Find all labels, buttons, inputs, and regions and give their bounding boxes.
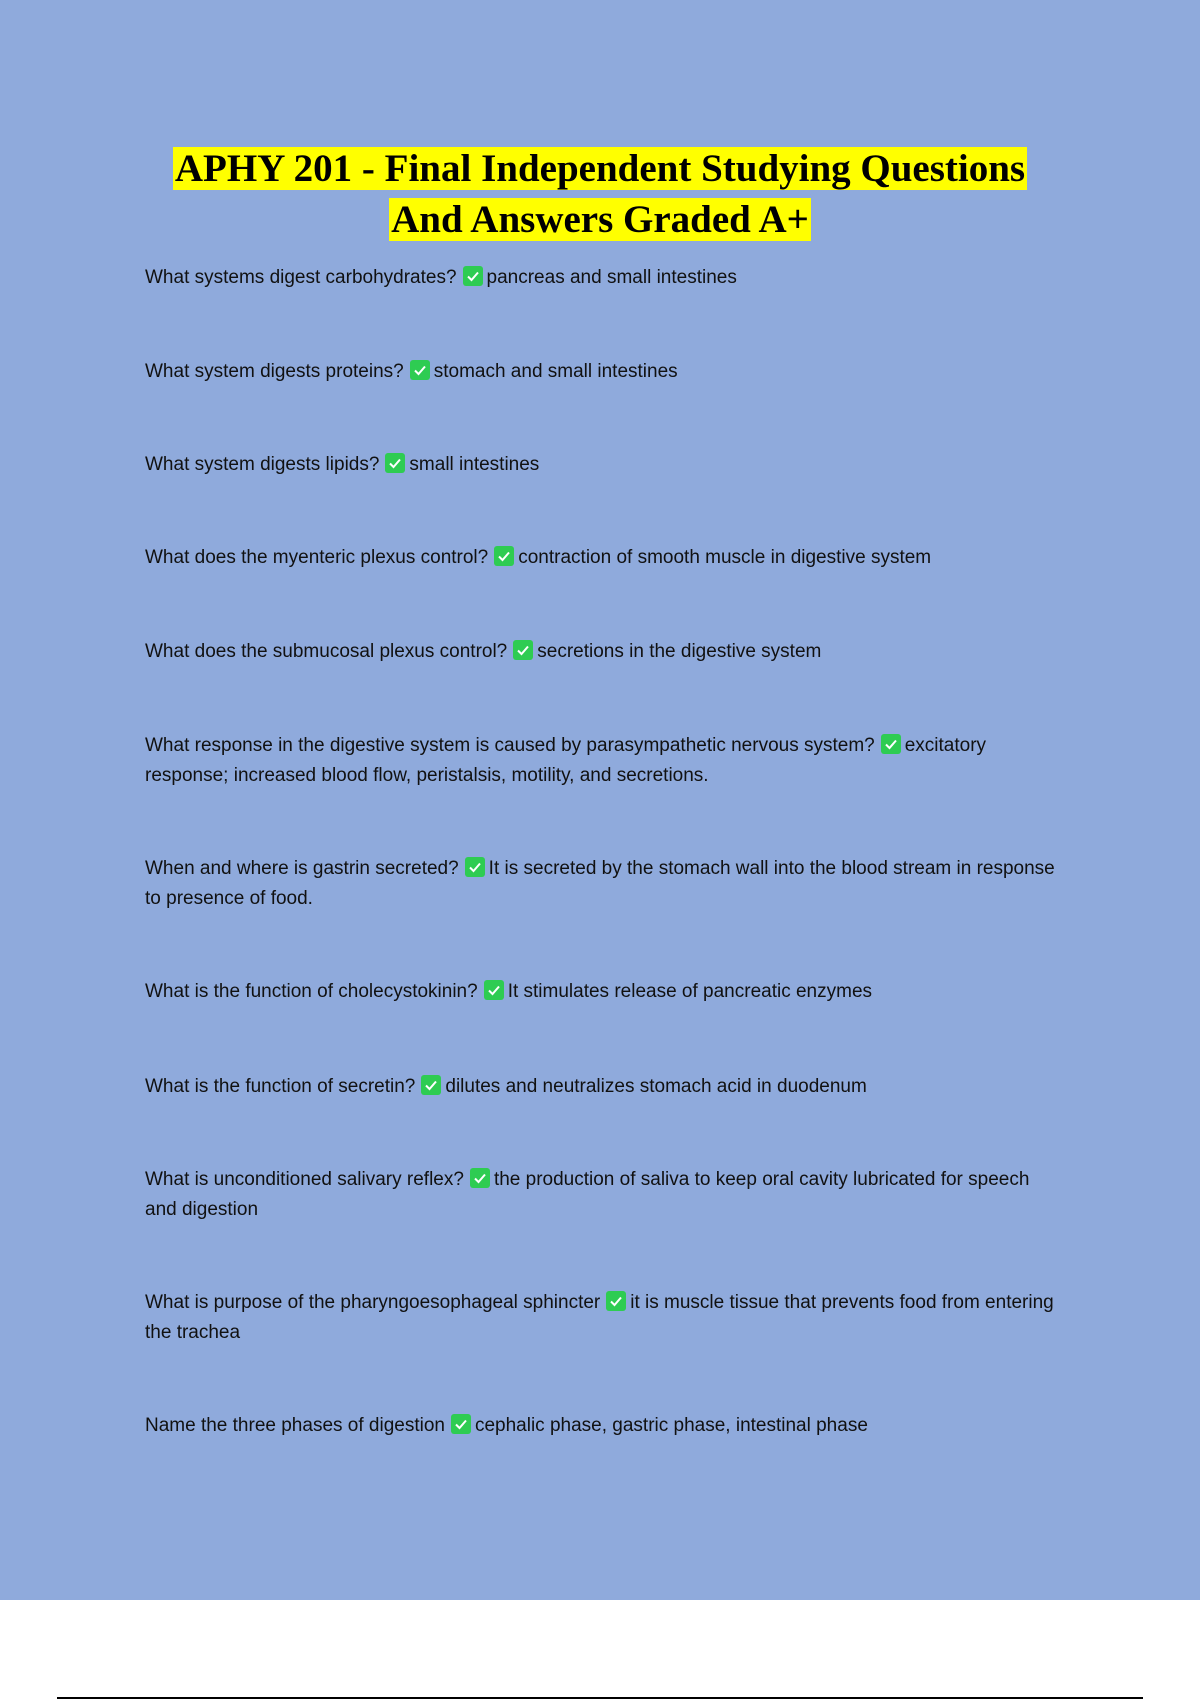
answer-text: the production of saliva to keep oral cavity lubricated for speech and digestion [145,1169,1030,1220]
check-mark-icon [385,453,405,473]
check-mark-icon [451,1414,471,1434]
page-title [0,143,1200,245]
check-mark-icon [484,980,504,1000]
question-text: What does the submucosal plexus control? [145,641,508,662]
answer-text: pancreas and small intestines [486,267,737,288]
answer-text: dilutes and neutralizes stomach acid in duodenum [445,1076,867,1097]
check-mark-icon [881,734,901,754]
question-text: Name the three phases of digestion [145,1415,445,1436]
title-line-2: And Answers Graded A+ [391,198,809,241]
question-text: What response in the digestive system is caused by parasympathetic nervous system? [145,735,875,756]
question-text: What systems digest carbohydrates? [145,267,457,288]
check-mark-icon [463,266,483,286]
question-text: When and where is gastrin secreted? [145,858,459,879]
check-mark-icon [606,1291,626,1311]
answer-text: secretions in the digestive system [537,641,822,662]
qa-item [145,1165,1065,1225]
title-block [0,143,1200,245]
check-mark-icon [470,1168,490,1188]
answer-text: small intestines [409,454,540,475]
check-mark-icon [513,640,533,660]
check-mark-icon [494,546,514,566]
title-line-1: APHY 201 - Final Independent Studying Questions [174,147,1026,190]
qa-item [145,1288,1065,1348]
qa-item [145,637,1065,667]
question-text: What does the myenteric plexus control? [145,547,489,568]
answer-text: cephalic phase, gastric phase, intestinal phase [474,1415,868,1436]
qa-item [145,1072,1065,1102]
qa-item [145,977,1065,1007]
qa-item [145,731,1065,791]
answer-text: It is secreted by the stomach wall into the blood stream in response to presence of food. [145,858,1055,909]
check-mark-icon [421,1075,441,1095]
answer-text: It stimulates release of pancreatic enzymes [507,981,873,1002]
qa-item [145,1411,1065,1441]
qa-item [145,450,1065,480]
qa-item [145,854,1065,914]
answer-text: contraction of smooth muscle in digestive system [518,547,932,568]
qa-item [145,543,1065,573]
answer-text: stomach and small intestines [433,361,678,382]
question-text: What is the function of secretin? [145,1076,416,1097]
check-mark-icon [465,857,485,877]
qa-item [145,263,1065,293]
qa-item [145,357,1065,387]
question-text: What is purpose of the pharyngoesophageal sphincter [145,1292,601,1313]
question-text: What system digests proteins? [145,361,404,382]
answer-text: excitatory response; increased blood flow, peristalsis, motility, and secretions. [145,735,987,786]
check-mark-icon [410,360,430,380]
question-text: What is the function of cholecystokinin? [145,981,478,1002]
footer-divider [57,1697,1143,1699]
question-text: What is unconditioned salivary reflex? [145,1169,464,1190]
question-text: What system digests lipids? [145,454,380,475]
answer-text: it is muscle tissue that prevents food from entering the trachea [145,1292,1054,1343]
